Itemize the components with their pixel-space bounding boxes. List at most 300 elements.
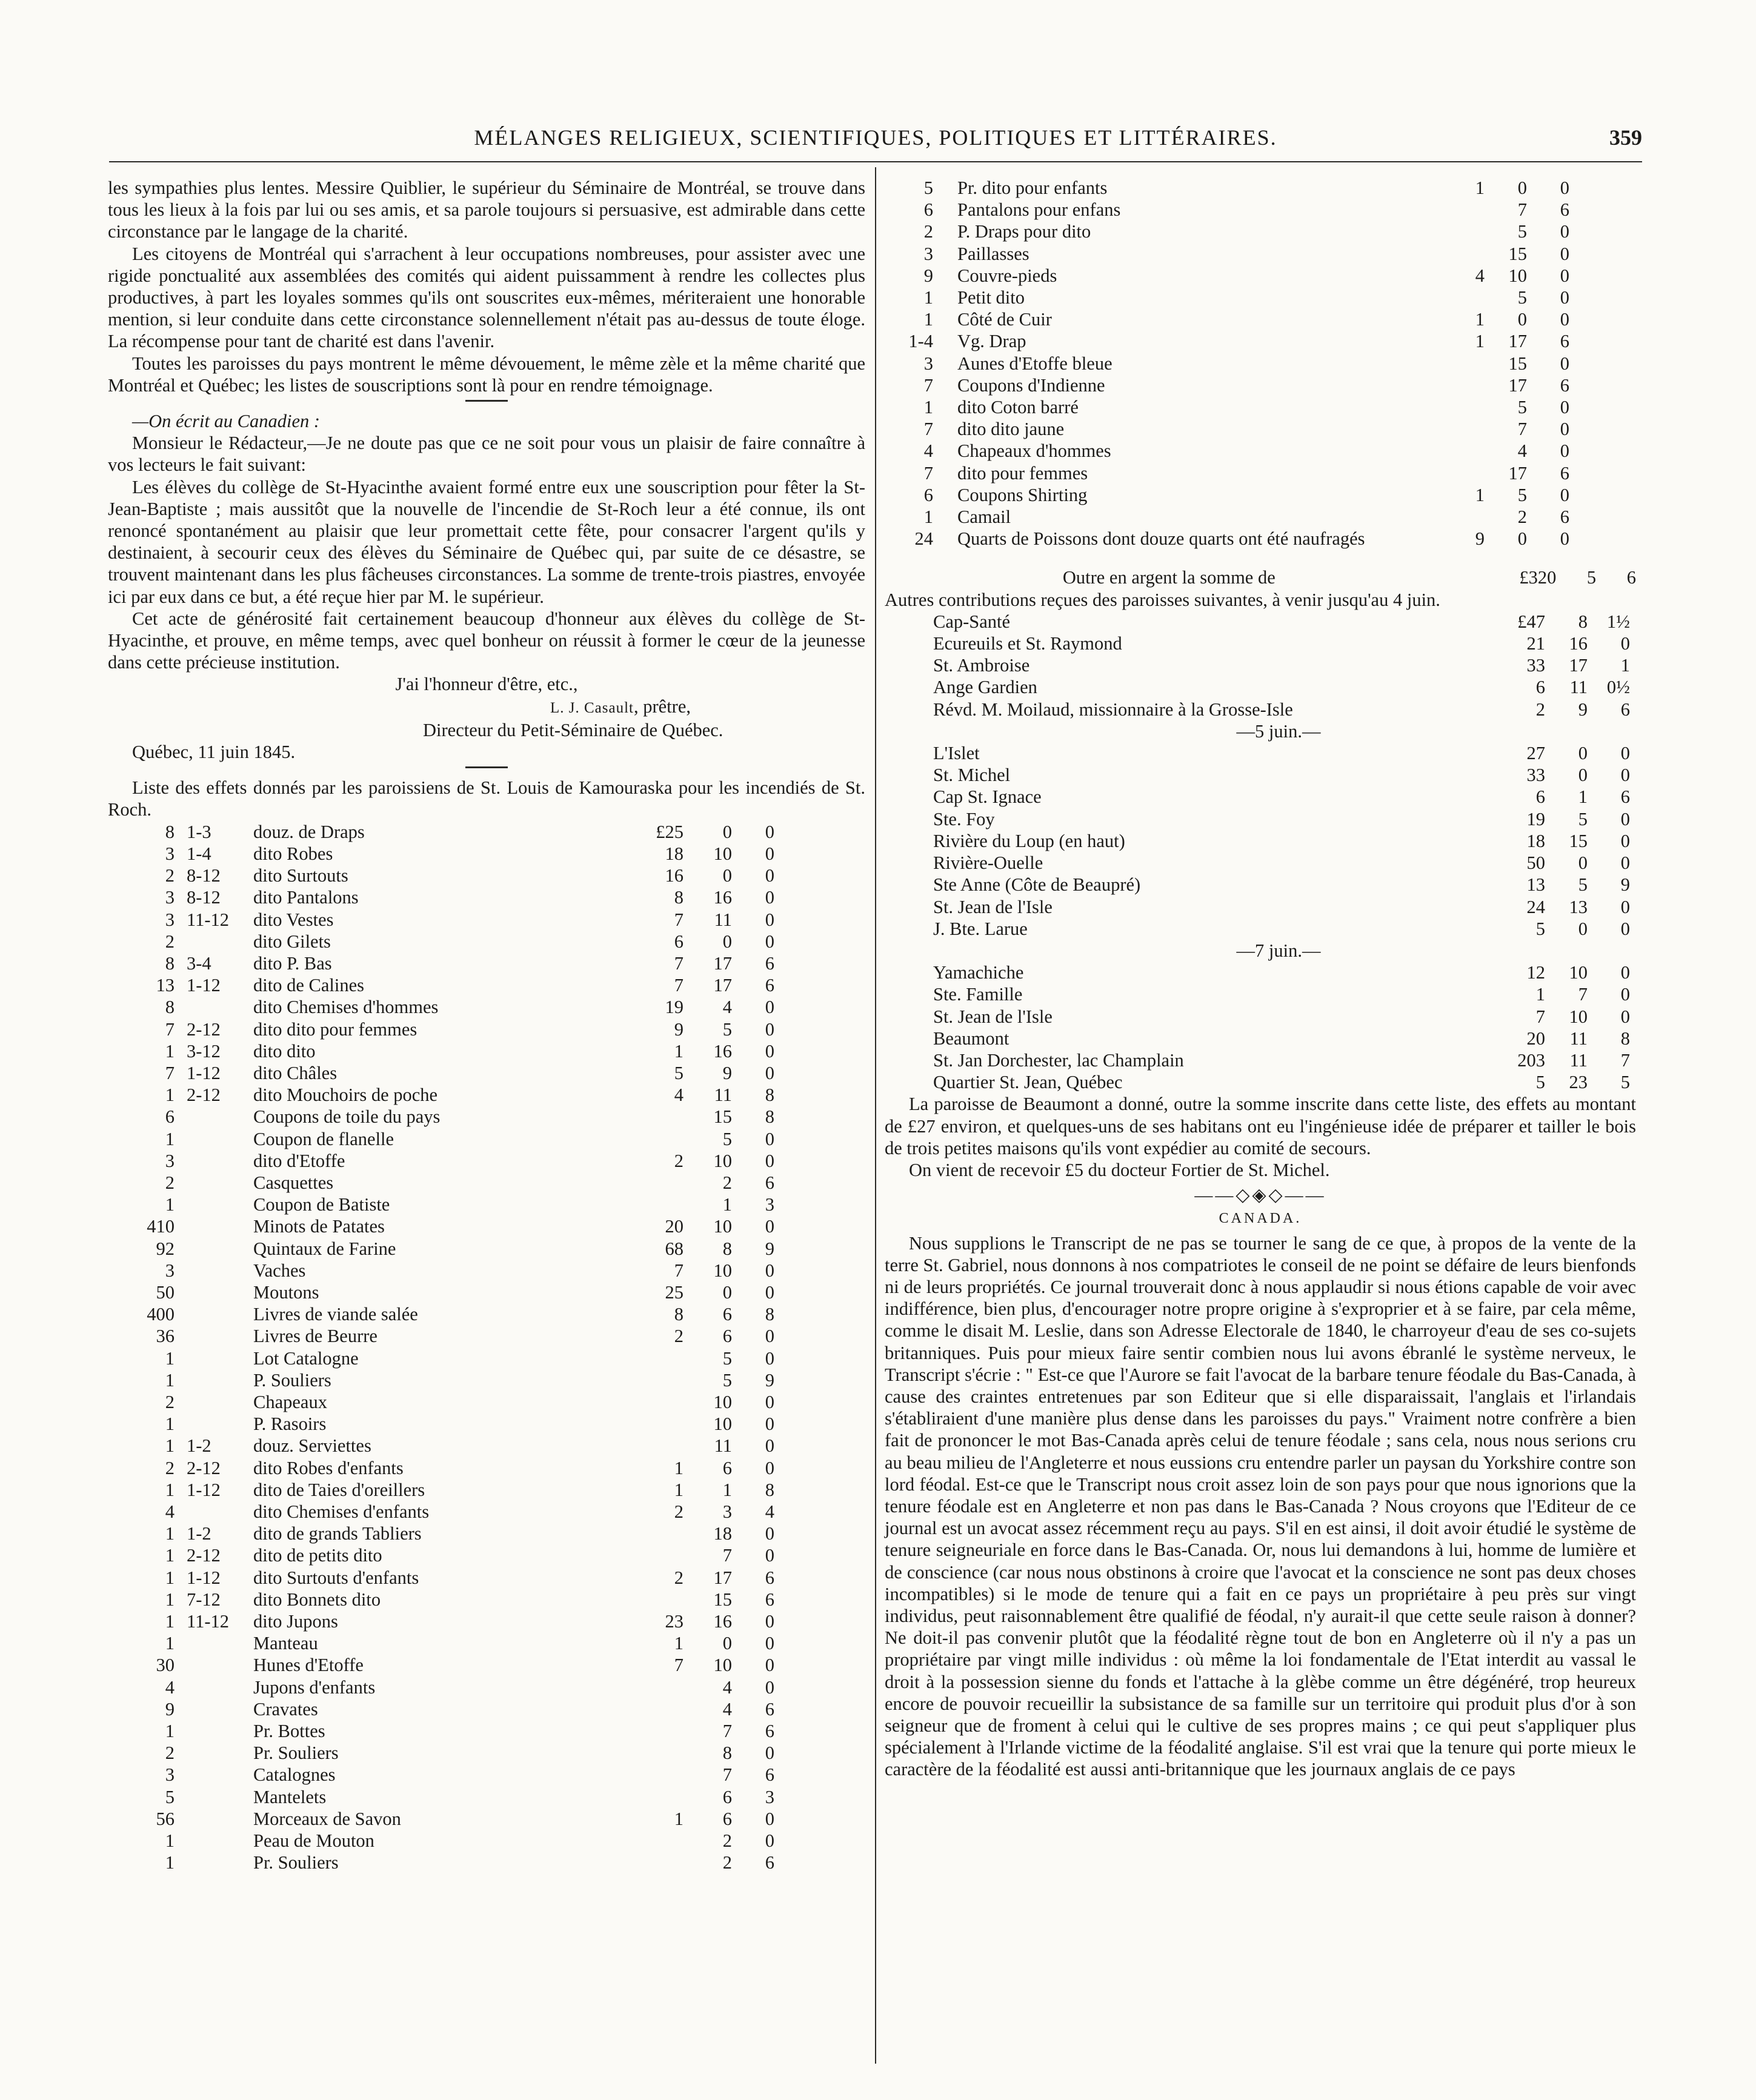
parish-pounds: 24: [1526, 896, 1545, 917]
item-fraction: [187, 1215, 253, 1237]
parish-pence: 0: [1620, 852, 1630, 874]
item-shillings: 5: [722, 1128, 732, 1149]
item-pence: 0: [765, 1655, 774, 1676]
item-pounds: [617, 1523, 683, 1544]
item-pounds: [1418, 462, 1485, 484]
item-quantity: 8: [165, 952, 175, 974]
item-pence: 6: [1560, 462, 1569, 483]
table-row: [885, 353, 1569, 374]
item-pence: 9: [765, 1238, 774, 1259]
item-shillings: 2: [1517, 507, 1527, 528]
item-quantity: 1: [165, 1435, 175, 1457]
parish-shillings: 10: [1569, 962, 1588, 983]
table-row: [108, 1215, 774, 1237]
table-row: [108, 1325, 774, 1347]
item-description: Pr. Bottes: [253, 1721, 325, 1742]
item-quantity: 30: [156, 1655, 175, 1676]
dateline: Québec, 11 juin 1845.: [132, 742, 296, 763]
item-quantity: 5: [165, 1786, 175, 1807]
item-pence: 6: [765, 1589, 774, 1610]
item-fraction: 2-12: [187, 1545, 221, 1566]
table-row: [885, 1006, 1630, 1028]
item-description: dito Pantalons: [253, 887, 359, 908]
item-description: dito Mouchoirs de poche: [253, 1085, 438, 1106]
item-shillings: 0: [722, 821, 732, 842]
item-shillings: 4: [722, 997, 732, 1018]
donation-table-right: [885, 177, 1569, 550]
item-pence: 0: [765, 1347, 774, 1369]
parish-name: St. Jean de l'Isle: [933, 1006, 1053, 1027]
item-shillings: 10: [713, 1655, 732, 1676]
item-pounds: 7: [674, 1260, 683, 1281]
table-row: [108, 1260, 774, 1281]
item-quantity: 1: [165, 1369, 175, 1391]
parish-shillings: 0: [1578, 918, 1588, 939]
item-quantity: 24: [914, 528, 933, 550]
paragraph: On vient de recevoir £5 du docteur Fortier de St. Michel.: [909, 1159, 1330, 1180]
parish-pence: 1½: [1606, 611, 1630, 632]
parish-pence: 0: [1620, 743, 1630, 764]
parish-name: Ecureuils et St. Raymond: [933, 633, 1122, 654]
item-quantity: 3: [923, 353, 933, 374]
parish-shillings: 11: [1569, 1049, 1588, 1071]
item-shillings: 10: [713, 1391, 732, 1412]
parish-pounds: 21: [1526, 633, 1545, 654]
parish-shillings: 5: [1578, 874, 1588, 895]
item-shillings: 10: [713, 843, 732, 864]
item-pounds: [617, 1589, 683, 1610]
table-row: [108, 1544, 774, 1566]
item-pence: 3: [765, 1786, 774, 1807]
table-row: [108, 1413, 774, 1435]
item-pounds: [1418, 506, 1485, 528]
item-description: Chapeaux d'hommes: [957, 440, 1111, 462]
item-pounds: 1: [1475, 484, 1485, 505]
item-pounds: [617, 1544, 683, 1566]
item-pounds: 7: [674, 952, 683, 974]
item-shillings: 2: [722, 1852, 732, 1873]
item-description: Camail: [957, 507, 1011, 528]
item-pence: 0: [765, 1018, 774, 1040]
parish-pounds: 1: [1535, 984, 1545, 1005]
item-shillings: 1: [722, 1194, 732, 1215]
item-shillings: 5: [1517, 397, 1527, 418]
item-pounds: [617, 1676, 683, 1698]
parish-shillings: 8: [1578, 611, 1588, 632]
item-pence: 6: [1560, 199, 1569, 221]
table-row: [108, 1018, 774, 1040]
item-description: dito Robes d'enfants: [253, 1457, 404, 1478]
item-shillings: 10: [713, 1150, 732, 1171]
item-shillings: 0: [1517, 178, 1527, 198]
item-description: Morceaux de Savon: [253, 1808, 401, 1829]
item-fraction: 11-12: [187, 1611, 230, 1632]
parish-pounds: 203: [1517, 1049, 1545, 1071]
item-shillings: 6: [722, 1326, 732, 1347]
item-quantity: 1: [165, 1194, 175, 1215]
item-pounds: 1: [1475, 309, 1485, 330]
item-pounds: [617, 1852, 683, 1873]
table-row: [108, 1303, 774, 1325]
parish-name: Beaumont: [933, 1028, 1009, 1049]
item-quantity: 3: [165, 843, 175, 864]
item-shillings: 1: [722, 1479, 732, 1500]
item-pence: 0: [1560, 243, 1569, 264]
table-row: [885, 699, 1630, 720]
item-shillings: 0: [722, 865, 732, 886]
item-pence: 0: [765, 1633, 774, 1654]
item-pence: 0: [765, 931, 774, 952]
section-rule: [465, 766, 508, 768]
item-pence: 0: [765, 843, 774, 864]
item-description: Quarts de Poissons dont douze quarts ont été naufragés: [957, 528, 1365, 550]
item-pence: 0: [765, 909, 774, 930]
item-pounds: 1: [674, 1808, 683, 1829]
table-row: [885, 528, 1569, 550]
parish-shillings: 23: [1569, 1072, 1588, 1093]
table-row: [885, 440, 1569, 462]
item-description: Mantelets: [253, 1786, 327, 1807]
item-pence: 8: [765, 1304, 774, 1325]
parish-pounds: 33: [1526, 765, 1545, 786]
item-shillings: 8: [722, 1743, 732, 1764]
list-intro: Liste des effets donnés par les paroissiens de St. Louis de Kamouraska pour les incendiés de St. Roch.: [108, 777, 865, 820]
item-shillings: 7: [1517, 199, 1527, 221]
parish-shillings: 5: [1578, 808, 1588, 829]
item-fraction: [187, 1106, 253, 1128]
item-pounds: [617, 1391, 683, 1413]
parish-pence: 0: [1620, 830, 1630, 851]
table-row: [885, 199, 1569, 221]
table-row: [885, 396, 1569, 418]
date-heading: —7 juin.—: [1236, 940, 1321, 961]
item-pounds: [617, 1830, 683, 1852]
table-row: [108, 1632, 774, 1654]
paragraph: Cet acte de générosité fait certainement beaucoup d'honneur aux élèves du collège de St-Hyacinthe, et prouve, en même temps, avec quel bonheur on réussit à former le cœur de la jeunesse dans cette précieuse institution.: [108, 608, 865, 673]
parish-pounds: 18: [1526, 830, 1545, 851]
item-pounds: [1418, 440, 1485, 462]
parish-name: St. Jean de l'Isle: [933, 896, 1053, 917]
table-row: [108, 821, 774, 843]
paragraph: La paroisse de Beaumont a donné, outre la somme inscrite dans cette liste, des effets au montant de £27 environ, et quelques-uns de ses habitans ont eu l'ingénieuse idée de préparer et tailler le bois de trois petites maisons qu'ils vont expédier au comité de secours.: [885, 1094, 1636, 1158]
item-quantity: 1: [923, 507, 933, 528]
table-row: [108, 1347, 774, 1369]
item-description: dito d'Etoffe: [253, 1150, 345, 1171]
item-pounds: [617, 1786, 683, 1808]
item-shillings: 6: [722, 1457, 732, 1478]
item-pence: 0: [765, 997, 774, 1018]
item-shillings: 5: [722, 1347, 732, 1369]
table-row: [108, 1523, 774, 1544]
item-quantity: 7: [165, 1062, 175, 1083]
item-shillings: 3: [722, 1501, 732, 1522]
item-quantity: 8: [165, 821, 175, 842]
parish-name: Cap St. Ignace: [933, 786, 1042, 808]
closing: J'ai l'honneur d'être, etc.,: [395, 674, 578, 695]
item-fraction: 8-12: [187, 887, 221, 908]
item-fraction: [187, 1632, 253, 1654]
table-row: [108, 1281, 774, 1303]
item-fraction: [187, 1742, 253, 1764]
item-shillings: 0: [1517, 309, 1527, 330]
page-number: 359: [1609, 125, 1642, 150]
item-shillings: 4: [722, 1676, 732, 1698]
item-pence: 0: [765, 1260, 774, 1281]
item-shillings: 10: [713, 1216, 732, 1237]
item-fraction: 1-12: [187, 1567, 221, 1588]
total-label: Outre en argent la somme de: [1062, 567, 1275, 588]
item-pence: 0: [1560, 178, 1569, 198]
parish-pence: 0½: [1606, 677, 1630, 698]
item-shillings: 7: [1517, 419, 1527, 440]
item-pence: 0: [765, 1216, 774, 1237]
item-quantity: 1: [165, 1721, 175, 1742]
item-fraction: [187, 1150, 253, 1172]
item-pounds: 9: [1475, 528, 1485, 550]
item-pounds: [617, 1347, 683, 1369]
table-row: [108, 886, 774, 908]
item-description: Livres de Beurre: [253, 1326, 377, 1347]
item-fraction: 1-12: [187, 1062, 221, 1083]
table-row: [885, 462, 1569, 484]
total-pounds: £320: [1519, 567, 1557, 588]
item-pounds: 5: [674, 1062, 683, 1083]
item-description: dito Vestes: [253, 909, 334, 930]
table-row: [108, 1852, 774, 1873]
table-row: [885, 918, 1630, 940]
header-rule: [109, 161, 1642, 162]
item-pence: 0: [765, 1326, 774, 1347]
item-quantity: 36: [156, 1326, 175, 1347]
parish-pounds: 6: [1535, 677, 1545, 698]
parish-pounds: 2: [1535, 699, 1545, 720]
item-shillings: 16: [713, 1611, 732, 1632]
item-description: Catalognes: [253, 1764, 336, 1786]
item-fraction: [187, 1369, 253, 1391]
item-pence: 0: [765, 1414, 774, 1435]
item-description: dito dito jaune: [957, 419, 1065, 440]
table-row: [108, 1764, 774, 1786]
item-pence: 8: [765, 1106, 774, 1128]
parish-pence: 0: [1620, 765, 1630, 786]
item-pounds: [1418, 396, 1485, 418]
table-row: [108, 1786, 774, 1808]
item-shillings: 18: [713, 1523, 732, 1544]
table-row: [108, 996, 774, 1018]
item-description: Vaches: [253, 1260, 306, 1281]
table-row: [885, 1028, 1630, 1049]
item-quantity: 6: [165, 1106, 175, 1128]
item-pounds: 1: [674, 1457, 683, 1478]
item-description: Pr. Souliers: [253, 1852, 339, 1873]
parish-name: St. Jan Dorchester, lac Champlain: [933, 1049, 1184, 1071]
parish-pence: 0: [1620, 808, 1630, 829]
table-row: [885, 676, 1630, 698]
table-row: [108, 1479, 774, 1501]
item-description: Pr. dito pour enfants: [957, 178, 1108, 198]
item-pence: 0: [1560, 287, 1569, 308]
table-row: [885, 221, 1569, 242]
item-pounds: 2: [674, 1326, 683, 1347]
table-row: [885, 654, 1630, 676]
item-pence: 6: [765, 1721, 774, 1742]
item-quantity: 5: [923, 178, 933, 198]
item-pence: 6: [765, 975, 774, 996]
letter-salutation: Monsieur le Rédacteur,—Je ne doute pas que ce ne soit pour vous un plaisir de faire connaître à vos lecteurs le fait suivant:: [108, 433, 865, 476]
item-shillings: 17: [713, 952, 732, 974]
parish-pounds: 5: [1535, 1072, 1545, 1093]
item-pence: 0: [1560, 265, 1569, 286]
item-quantity: 7: [165, 1018, 175, 1040]
item-pounds: [1418, 374, 1485, 396]
item-shillings: 5: [722, 1369, 732, 1391]
item-quantity: 1: [923, 397, 933, 418]
item-pounds: 8: [674, 1304, 683, 1325]
item-description: dito de Calines: [253, 975, 364, 996]
item-shillings: 15: [1508, 243, 1527, 264]
parish-pence: 8: [1620, 1028, 1630, 1049]
table-row: [108, 1676, 774, 1698]
item-pence: 0: [765, 1062, 774, 1083]
item-pounds: [617, 1194, 683, 1215]
table-row: [108, 1391, 774, 1413]
item-quantity: 1: [923, 287, 933, 308]
signature-title: Directeur du Petit-Séminaire de Québec.: [423, 719, 723, 740]
item-fraction: [187, 1172, 253, 1194]
item-description: dito Coton barré: [957, 397, 1079, 418]
item-fraction: [187, 1764, 253, 1786]
item-pence: 0: [765, 865, 774, 886]
item-fraction: [187, 1128, 253, 1150]
table-row: [108, 865, 774, 886]
paragraph: les sympathies plus lentes. Messire Quiblier, le supérieur du Séminaire de Montréal, se trouve dans tous les lieux à la fois par lui ou ses amis, et sa parole toujours si persuasive, est admirable dans cette circonstance par le langage de la charité.: [108, 178, 865, 242]
parish-name: Quartier St. Jean, Québec: [933, 1072, 1123, 1093]
item-pence: 0: [765, 1676, 774, 1698]
parish-pence: 0: [1620, 1006, 1630, 1027]
item-shillings: 5: [722, 1018, 732, 1040]
item-description: Pantalons pour enfans: [957, 199, 1121, 221]
item-shillings: 17: [713, 1567, 732, 1588]
item-pounds: [1418, 243, 1485, 265]
parish-name: Ste. Famille: [933, 984, 1023, 1005]
item-quantity: 1: [165, 1567, 175, 1588]
item-pence: 0: [1560, 419, 1569, 440]
parish-table-group3: [885, 962, 1630, 1093]
item-description: Manteau: [253, 1633, 318, 1654]
paragraph: Les élèves du collège de St-Hyacinthe avaient formé entre eux une souscription pour fêter la St-Jean-Baptiste ; mais aussitôt que la nouvelle de l'incendie de St-Roch leur a été connue, ils ont renoncé spontanément au plaisir que leur promettait cette fête, pour consacrer l'argent qu'ils y destinaient, à secourir ceux des élèves du Séminaire de Québec qui, par suite de ce désastre, se trouvent maintenant dans les plus fâcheuses circonstances. La somme de trente-trois piastres, envoyée ici par eux dans ce but, a été reçue hier par M. le supérieur.: [108, 476, 865, 607]
total-row: [885, 567, 1636, 588]
item-quantity: 400: [147, 1304, 175, 1325]
item-shillings: 2: [722, 1172, 732, 1193]
item-shillings: 10: [713, 1414, 732, 1435]
item-shillings: 0: [722, 1633, 732, 1654]
table-row: [885, 308, 1569, 330]
item-shillings: 6: [722, 1304, 732, 1325]
item-description: Pr. Souliers: [253, 1743, 339, 1764]
item-quantity: 2: [165, 1457, 175, 1478]
item-pounds: [617, 1764, 683, 1786]
item-quantity: 1: [923, 309, 933, 330]
item-shillings: 9: [722, 1062, 732, 1083]
item-description: dito Chemises d'hommes: [253, 997, 439, 1018]
item-pounds: £25: [656, 821, 683, 842]
item-description: Aunes d'Etoffe bleue: [957, 353, 1112, 374]
item-shillings: 11: [714, 1435, 732, 1457]
item-shillings: 4: [722, 1698, 732, 1720]
item-description: dito pour femmes: [957, 462, 1088, 483]
item-pounds: [617, 1413, 683, 1435]
item-description: dito Gilets: [253, 931, 331, 952]
item-description: dito P. Bas: [253, 952, 332, 974]
item-shillings: 2: [722, 1830, 732, 1852]
item-fraction: [187, 1325, 253, 1347]
item-pounds: 18: [665, 843, 683, 864]
item-quantity: 1: [165, 1545, 175, 1566]
item-pence: 8: [765, 1479, 774, 1500]
item-fraction: [187, 1347, 253, 1369]
item-fraction: 1-12: [187, 1479, 221, 1500]
table-row: [108, 1457, 774, 1479]
item-fraction: 2-12: [187, 1085, 221, 1106]
parish-shillings: 0: [1578, 852, 1588, 874]
item-quantity: 7: [923, 462, 933, 483]
spacer: [885, 550, 1636, 567]
item-fraction: 3-4: [187, 952, 211, 974]
table-row: [885, 611, 1630, 633]
item-quantity: 1: [165, 1479, 175, 1500]
item-pence: 6: [765, 1698, 774, 1720]
item-description: dito Surtouts d'enfants: [253, 1567, 419, 1588]
table-row: [108, 1698, 774, 1720]
parish-name: Rivière-Ouelle: [933, 852, 1043, 874]
item-pence: 0: [765, 1128, 774, 1149]
item-pence: 6: [1560, 331, 1569, 352]
table-row: [108, 1172, 774, 1194]
table-row: [108, 1062, 774, 1084]
item-fraction: [187, 1720, 253, 1742]
table-row: [885, 742, 1630, 764]
item-fraction: 11-12: [187, 909, 230, 930]
item-pounds: [617, 1369, 683, 1391]
item-description: Coupons Shirting: [957, 484, 1088, 505]
item-quantity: 1: [165, 1085, 175, 1106]
parish-shillings: 1: [1578, 786, 1588, 808]
parish-pounds: 27: [1526, 743, 1545, 764]
table-row: [108, 909, 774, 931]
item-description: Petit dito: [957, 287, 1025, 308]
item-pounds: 9: [674, 1018, 683, 1040]
item-fraction: 2-12: [187, 1018, 221, 1040]
item-shillings: 11: [714, 909, 732, 930]
item-description: dito Jupons: [253, 1611, 338, 1632]
signature-suffix: , prêtre,: [634, 696, 691, 717]
table-row: [108, 1369, 774, 1391]
parish-pence: 7: [1620, 1049, 1630, 1071]
parish-pence: 5: [1620, 1072, 1630, 1093]
item-quantity: 3: [165, 1150, 175, 1171]
item-pounds: [617, 1720, 683, 1742]
parish-pence: 0: [1620, 962, 1630, 983]
item-pence: 0: [765, 1743, 774, 1764]
item-description: Couvre-pieds: [957, 265, 1057, 286]
table-row: [885, 808, 1630, 830]
section-title: CANADA.: [1219, 1211, 1302, 1227]
table-row: [108, 1150, 774, 1172]
table-row: [108, 952, 774, 974]
table-row: [108, 1742, 774, 1764]
item-quantity: 1: [165, 1852, 175, 1873]
table-row: [885, 374, 1569, 396]
